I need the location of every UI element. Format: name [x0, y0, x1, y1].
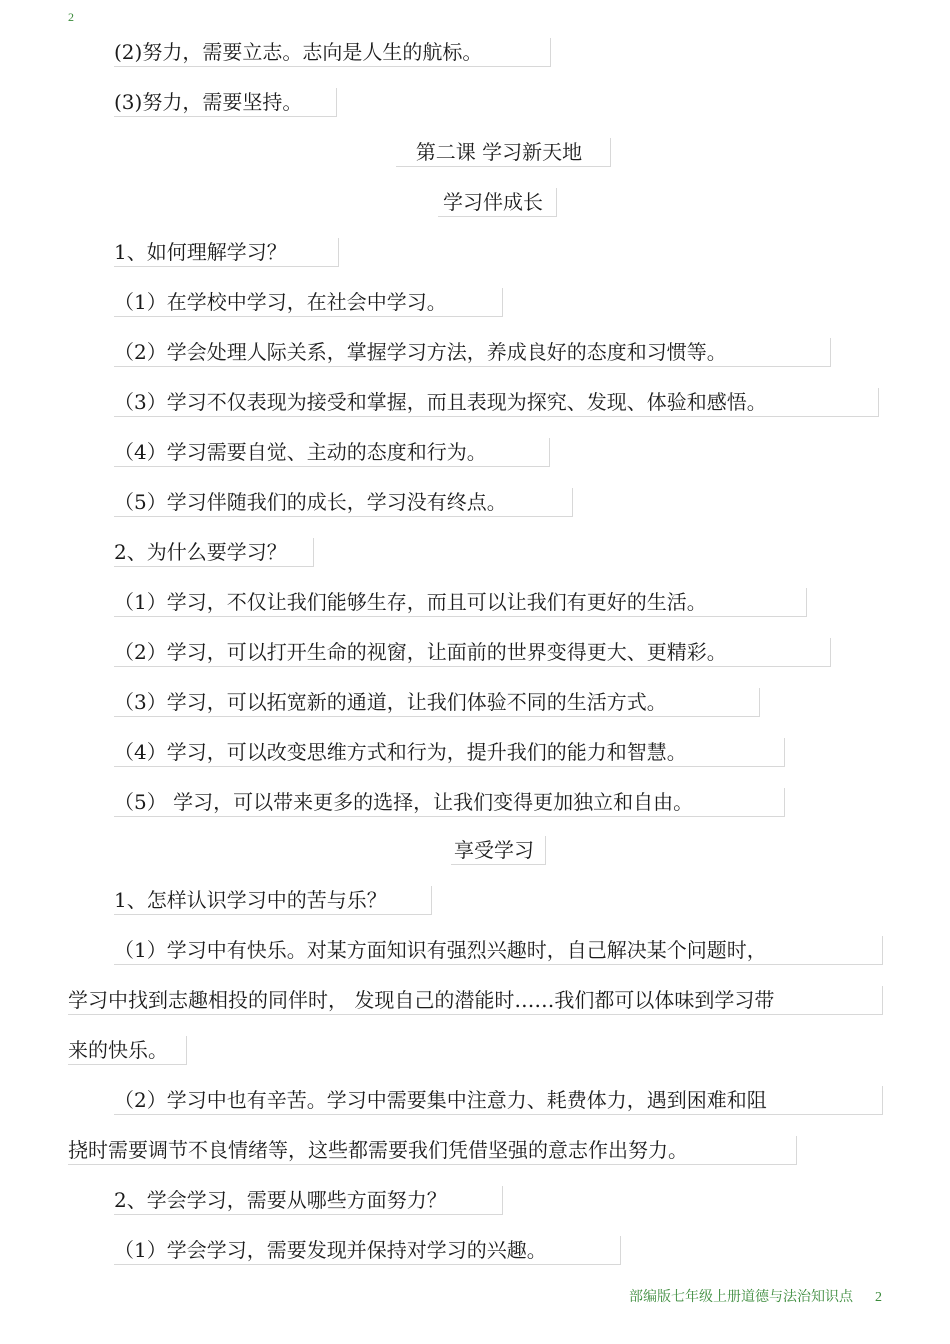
text-line: （1）在学校中学习，在社会中学习。 [114, 288, 503, 317]
section-title: 第二课 学习新天地 [396, 138, 611, 167]
text-line: （1）学习中有快乐。对某方面知识有强烈兴趣时，自己解决某个问题时， [114, 936, 883, 965]
question-heading: 1、如何理解学习？ [114, 238, 339, 267]
text-line: 挠时需要调节不良情绪等，这些都需要我们凭借坚强的意志作出努力。 [68, 1136, 797, 1165]
text-line: （5）学习伴随我们的成长，学习没有终点。 [114, 488, 573, 517]
subsection-title: 享受学习 [451, 836, 546, 865]
text-line: （2）学习，可以打开生命的视窗，让面前的世界变得更大、更精彩。 [114, 638, 831, 667]
text-line: (2)努力，需要立志。志向是人生的航标。 [114, 38, 551, 67]
question-heading: 1、怎样认识学习中的苦与乐？ [114, 886, 432, 915]
text-line: （1）学习，不仅让我们能够生存，而且可以让我们有更好的生活。 [114, 588, 807, 617]
question-heading: 2、为什么要学习？ [114, 538, 314, 567]
text-line: (3)努力，需要坚持。 [114, 88, 337, 117]
text-line: 来的快乐。 [68, 1036, 187, 1065]
footer-title: 部编版七年级上册道德与法治知识点 [629, 1290, 853, 1305]
text-line: （3）学习不仅表现为接受和掌握，而且表现为探究、发现、体验和感悟。 [114, 388, 879, 417]
question-heading: 2、学会学习，需要从哪些方面努力？ [114, 1186, 503, 1215]
text-line: （5） 学习，可以带来更多的选择，让我们变得更加独立和自由。 [114, 788, 785, 817]
text-line: （2）学会处理人际关系，掌握学习方法，养成良好的态度和习惯等。 [114, 338, 831, 367]
subsection-title: 学习伴成长 [438, 188, 557, 217]
text-line: （3）学习，可以拓宽新的通道，让我们体验不同的生活方式。 [114, 688, 760, 717]
text-line: （4）学习需要自觉、主动的态度和行为。 [114, 438, 550, 467]
text-line: 学习中找到志趣相投的同伴时， 发现自己的潜能时……我们都可以体味到学习带 [68, 986, 883, 1015]
text-line: （1）学会学习，需要发现并保持对学习的兴趣。 [114, 1236, 621, 1265]
text-line: （4）学习，可以改变思维方式和行为，提升我们的能力和智慧。 [114, 738, 785, 767]
text-line: （2）学习中也有辛苦。学习中需要集中注意力、耗费体力，遇到困难和阻 [114, 1086, 883, 1115]
page-footer [629, 1286, 882, 1306]
page-number-top: 2 [68, 10, 74, 24]
footer-page-number: 2 [875, 1290, 882, 1305]
